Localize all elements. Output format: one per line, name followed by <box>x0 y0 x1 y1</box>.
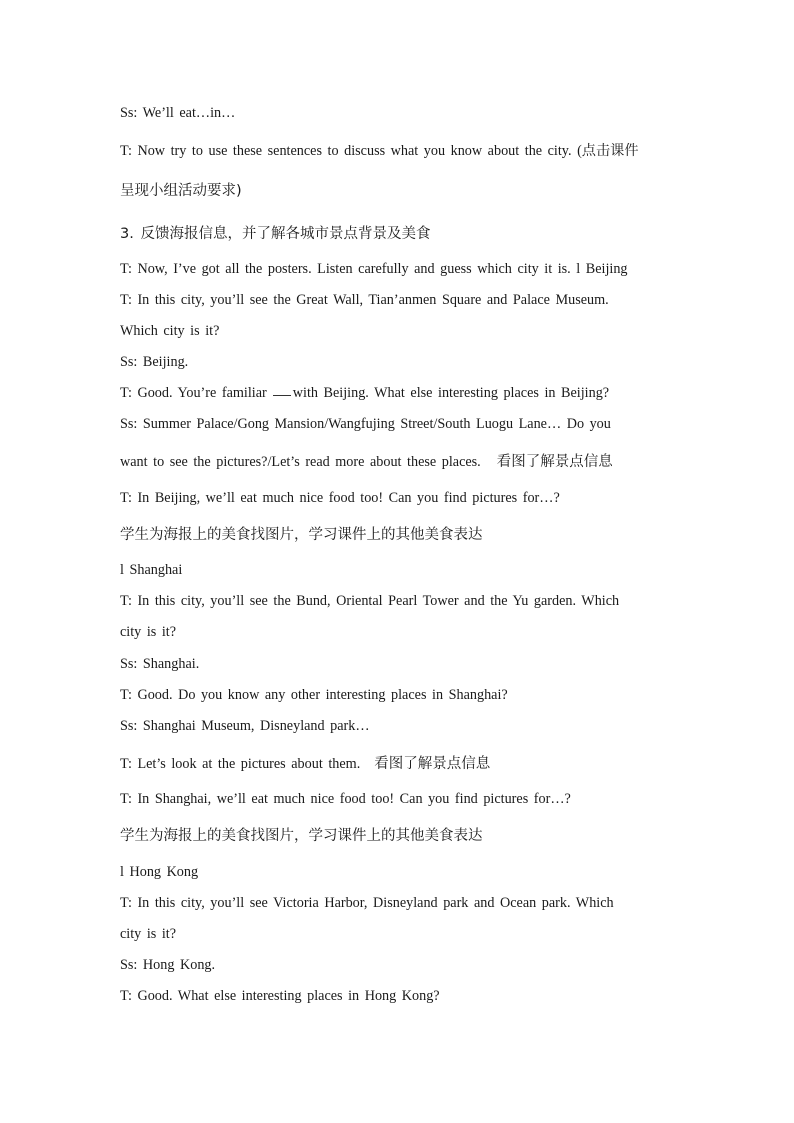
text-line: want to see the pictures?/Let’s read more about these places. 看图了解景点信息 <box>120 454 613 470</box>
text-line: T: Good. What else interesting places in Hong Kong? <box>120 988 440 1004</box>
text-line: T: Good. You’re familiar with Beijing. What else interesting places in Beijing? <box>120 385 610 401</box>
city-heading: l Shanghai <box>120 562 183 578</box>
text-line: Ss: Shanghai Museum, Disneyland park… <box>120 718 370 734</box>
text-line: T: Now try to use these sentences to discuss what you know about the city. (点击课件 <box>120 143 639 159</box>
text-line: 呈现小组活动要求) <box>120 183 242 199</box>
text-line: T: Good. Do you know any other interesting places in Shanghai? <box>120 687 508 703</box>
fill-in-blank <box>273 395 291 396</box>
city-heading: l Hong Kong <box>120 864 199 880</box>
text-line: Ss: Beijing. <box>120 354 189 370</box>
text-line: Ss: Summer Palace/Gong Mansion/Wangfujing Street/South Luogu Lane… Do you <box>120 416 611 432</box>
text-line: 学生为海报上的美食找图片，学习课件上的其他美食表达 <box>120 527 483 543</box>
text-line: T: In Beijing, we’ll eat much nice food too! Can you find pictures for…? <box>120 490 560 506</box>
text-line: T: In this city, you’ll see the Bund, Oriental Pearl Tower and the Yu garden. Which <box>120 593 620 609</box>
text-line: Ss: We’ll eat…in… <box>120 105 236 121</box>
text-line: Which city is it? <box>120 323 220 339</box>
text-line: T: In Shanghai, we’ll eat much nice food too! Can you find pictures for…? <box>120 791 571 807</box>
text-line: Ss: Shanghai. <box>120 656 200 672</box>
section-heading: 3. 反馈海报信息，并了解各城市景点背景及美食 <box>120 226 431 242</box>
text-line: city is it? <box>120 926 177 942</box>
text-line: T: Now, I’ve got all the posters. Listen carefully and guess which city it is. l Beijing <box>120 261 628 277</box>
text-line: T: Let’s look at the pictures about them. 看图了解景点信息 <box>120 756 491 772</box>
text-line: T: In this city, you’ll see the Great Wall, Tian’anmen Square and Palace Museum. <box>120 292 609 308</box>
text-line: Ss: Hong Kong. <box>120 957 216 973</box>
text-line: T: In this city, you’ll see Victoria Harbor, Disneyland park and Ocean park. Which <box>120 895 614 911</box>
text-line: 学生为海报上的美食找图片，学习课件上的其他美食表达 <box>120 828 483 844</box>
text-line: city is it? <box>120 624 177 640</box>
